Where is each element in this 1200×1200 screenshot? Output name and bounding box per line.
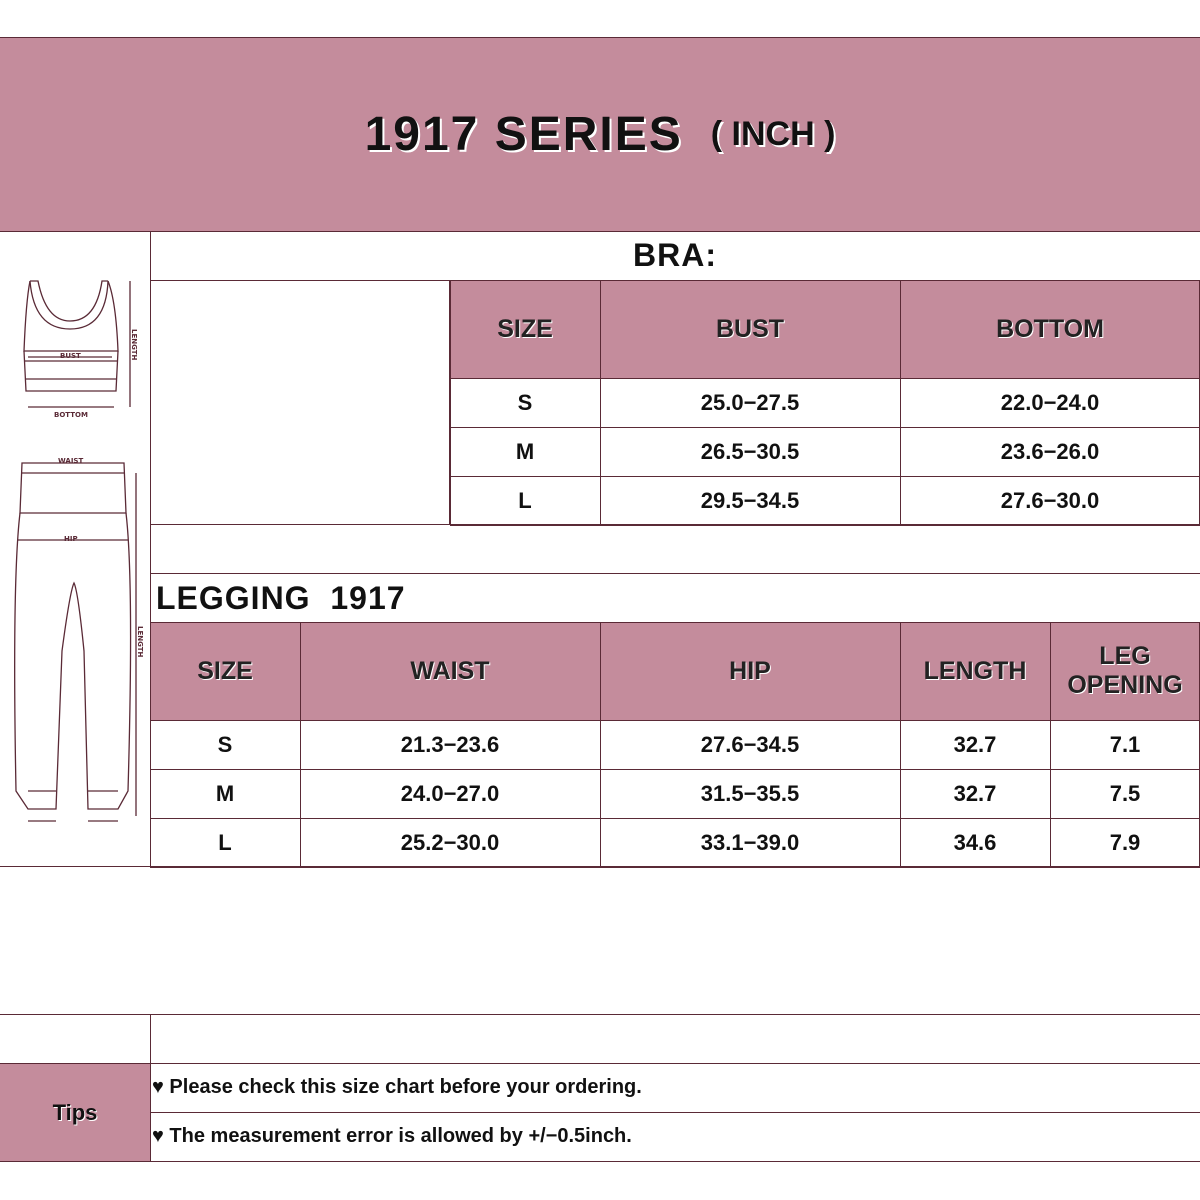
bra-header-cell: SIZE [497,314,553,343]
legging-header-cell: LEG OPENING [1067,642,1183,699]
legging-heading [156,575,756,622]
bra-cell: M [515,438,535,464]
legging-cell: M [215,780,235,806]
bra-cell: 23.6−26.0 [1000,438,1100,464]
legging-cell: 24.0−27.0 [400,780,500,806]
tip-item-2: ♥ The measurement error is allowed by +/−0.5inch. [152,1125,632,1147]
bra-heading-text: BRA: [633,237,717,273]
legging-cell: 31.5−35.5 [700,780,800,806]
bra-cell: 27.6−30.0 [1000,487,1100,513]
bra-cell: 25.0−27.5 [700,389,800,415]
tips-label: Tips [52,1100,98,1125]
legging-cell: S [217,731,233,757]
legging-cell: 21.3−23.6 [400,731,500,757]
legging-header-cell: WAIST [410,656,490,685]
legging-header-cell: SIZE [197,656,253,685]
garment-diagram [0,231,150,866]
legging-cell: 7.1 [1109,731,1141,757]
legging-cell: 32.7 [953,780,997,806]
bra-cell: 26.5−30.5 [700,438,800,464]
bra-header-cell: BUST [715,314,785,343]
diagram-bra-length-label: LENGTH [130,329,138,361]
legging-cell: 7.9 [1109,829,1141,855]
legging-cell: 7.5 [1109,780,1141,806]
title-unit: ( INCH ) [710,114,836,153]
legging-cell: L [218,829,232,855]
diagram-waist-label: WAIST [58,457,84,465]
legging-cell: 32.7 [953,731,997,757]
diagram-hip-label: HIP [64,535,78,543]
legging-header-cell: HIP [729,656,771,685]
legging-cell: 33.1−39.0 [700,829,800,855]
legging-header-cell: LENGTH [923,656,1027,685]
diagram-bust-label: BUST [60,352,81,360]
page-title [0,37,1200,231]
bra-cell: L [518,487,532,513]
diagram-legging-length-label: LENGTH [136,626,144,658]
tip-item-1: ♥ Please check this size chart before your ordering. [152,1076,642,1098]
tips-label-cell [0,1064,150,1162]
legging-cell: 34.6 [953,829,997,855]
bra-heading [150,231,1200,280]
title-main: 1917 SERIES [364,107,683,161]
bra-cell: 22.0−24.0 [1000,389,1100,415]
legging-cell: 27.6−34.5 [700,731,800,757]
legging-heading-text: LEGGING 1917 [156,580,406,616]
bra-cell: 29.5−34.5 [700,487,800,513]
diagram-bottom-label: BOTTOM [54,411,88,419]
bra-cell: S [517,389,533,415]
legging-cell: 25.2−30.0 [400,829,500,855]
bra-header-cell: BOTTOM [996,314,1104,343]
garment-sketch [0,231,150,866]
